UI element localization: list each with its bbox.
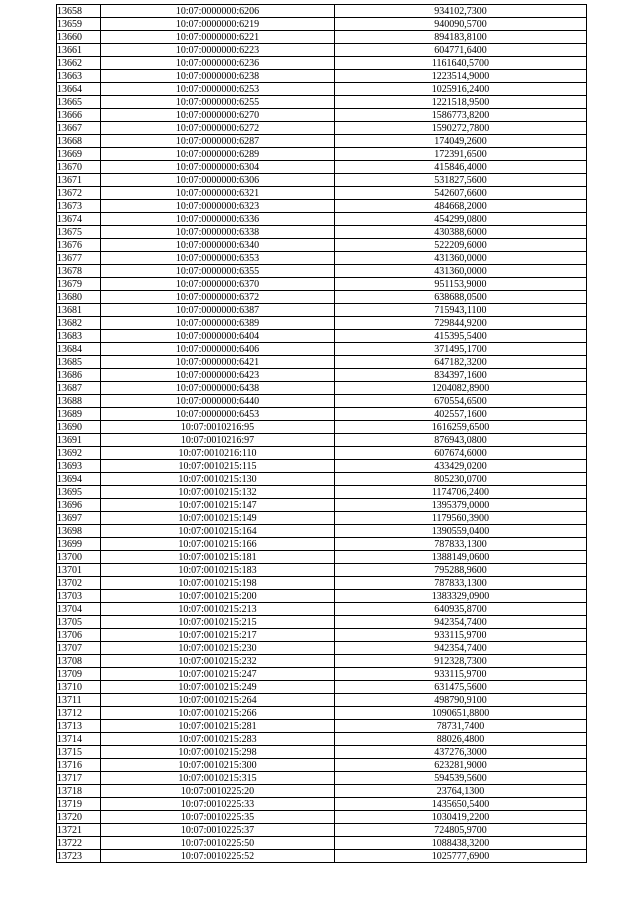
- table-row: [57, 213, 587, 226]
- row-number-cell: 13675: [57, 226, 101, 239]
- cadastral-value-cell: 795288,9600: [335, 564, 587, 577]
- cadastral-value-cell: 1221518,9500: [335, 96, 587, 109]
- cadastral-value-cell: 23764,1300: [335, 785, 587, 798]
- cadastral-number-cell: 10:07:0010215:183: [101, 564, 335, 577]
- cadastral-value-cell: 1590272,7800: [335, 122, 587, 135]
- row-number-cell: 13683: [57, 330, 101, 343]
- table-row: [57, 278, 587, 291]
- row-number-cell: 13680: [57, 291, 101, 304]
- row-number-cell: 13662: [57, 57, 101, 70]
- cadastral-value-cell: 1395379,0000: [335, 499, 587, 512]
- table-row: [57, 57, 587, 70]
- row-number-cell: 13694: [57, 473, 101, 486]
- cadastral-value-cell: 1179560,3900: [335, 512, 587, 525]
- row-number-cell: 13676: [57, 239, 101, 252]
- row-number-cell: 13689: [57, 408, 101, 421]
- cadastral-number-cell: 10:07:0000000:6321: [101, 187, 335, 200]
- cadastral-number-cell: 10:07:0010215:300: [101, 759, 335, 772]
- cadastral-value-cell: 623281,9000: [335, 759, 587, 772]
- cadastral-number-cell: 10:07:0000000:6336: [101, 213, 335, 226]
- cadastral-number-cell: 10:07:0000000:6270: [101, 109, 335, 122]
- cadastral-number-cell: 10:07:0010215:217: [101, 629, 335, 642]
- cadastral-value-cell: 604771,6400: [335, 44, 587, 57]
- cadastral-number-cell: 10:07:0010225:50: [101, 837, 335, 850]
- row-number-cell: 13718: [57, 785, 101, 798]
- row-number-cell: 13715: [57, 746, 101, 759]
- cadastral-value-cell: 172391,6500: [335, 148, 587, 161]
- cadastral-number-cell: 10:07:0000000:6453: [101, 408, 335, 421]
- table-row: [57, 122, 587, 135]
- table-row: [57, 486, 587, 499]
- cadastral-number-cell: 10:07:0000000:6206: [101, 5, 335, 18]
- cadastral-value-cell: 940090,5700: [335, 18, 587, 31]
- table-row: [57, 31, 587, 44]
- cadastral-number-cell: 10:07:0000000:6289: [101, 148, 335, 161]
- cadastral-value-cell: 522209,6000: [335, 239, 587, 252]
- cadastral-number-cell: 10:07:0000000:6406: [101, 343, 335, 356]
- cadastral-number-cell: 10:07:0000000:6421: [101, 356, 335, 369]
- row-number-cell: 13682: [57, 317, 101, 330]
- cadastral-value-cell: 415846,4000: [335, 161, 587, 174]
- cadastral-value-cell: 1388149,0600: [335, 551, 587, 564]
- cadastral-value-cell: 531827,5600: [335, 174, 587, 187]
- cadastral-number-cell: 10:07:0000000:6236: [101, 57, 335, 70]
- cadastral-value-cell: 498790,9100: [335, 694, 587, 707]
- row-number-cell: 13703: [57, 590, 101, 603]
- table-row: [57, 421, 587, 434]
- cadastral-value-cell: 607674,6000: [335, 447, 587, 460]
- table-row: [57, 369, 587, 382]
- cadastral-number-cell: 10:07:0000000:6423: [101, 369, 335, 382]
- row-number-cell: 13674: [57, 213, 101, 226]
- cadastral-value-cell: 1383329,0900: [335, 590, 587, 603]
- cadastral-value-cell: 430388,6000: [335, 226, 587, 239]
- cadastral-value-cell: 942354,7400: [335, 616, 587, 629]
- table-row: [57, 18, 587, 31]
- table-row: [57, 564, 587, 577]
- row-number-cell: 13699: [57, 538, 101, 551]
- cadastral-value-cell: 951153,9000: [335, 278, 587, 291]
- row-number-cell: 13678: [57, 265, 101, 278]
- row-number-cell: 13698: [57, 525, 101, 538]
- cadastral-number-cell: 10:07:0000000:6440: [101, 395, 335, 408]
- cadastral-number-cell: 10:07:0010215:198: [101, 577, 335, 590]
- cadastral-value-cell: 1090651,8800: [335, 707, 587, 720]
- row-number-cell: 13671: [57, 174, 101, 187]
- cadastral-number-cell: 10:07:0010215:181: [101, 551, 335, 564]
- row-number-cell: 13720: [57, 811, 101, 824]
- row-number-cell: 13721: [57, 824, 101, 837]
- cadastral-value-cell: 894183,8100: [335, 31, 587, 44]
- cadastral-value-cell: 647182,3200: [335, 356, 587, 369]
- cadastral-number-cell: 10:07:0010225:37: [101, 824, 335, 837]
- cadastral-value-cell: 912328,7300: [335, 655, 587, 668]
- cadastral-number-cell: 10:07:0000000:6287: [101, 135, 335, 148]
- row-number-cell: 13710: [57, 681, 101, 694]
- row-number-cell: 13707: [57, 642, 101, 655]
- cadastral-value-cell: 1088438,3200: [335, 837, 587, 850]
- cadastral-value-cell: 1030419,2200: [335, 811, 587, 824]
- cadastral-number-cell: 10:07:0010216:95: [101, 421, 335, 434]
- cadastral-number-cell: 10:07:0000000:6238: [101, 70, 335, 83]
- row-number-cell: 13661: [57, 44, 101, 57]
- row-number-cell: 13679: [57, 278, 101, 291]
- table-row: [57, 577, 587, 590]
- cadastral-number-cell: 10:07:0010215:164: [101, 525, 335, 538]
- cadastral-number-cell: 10:07:0000000:6219: [101, 18, 335, 31]
- table-row: [57, 148, 587, 161]
- cadastral-number-cell: 10:07:0010215:249: [101, 681, 335, 694]
- row-number-cell: 13701: [57, 564, 101, 577]
- cadastral-number-cell: 10:07:0000000:6355: [101, 265, 335, 278]
- row-number-cell: 13713: [57, 720, 101, 733]
- table-row: [57, 460, 587, 473]
- table-row: [57, 824, 587, 837]
- cadastral-value-cell: 876943,0800: [335, 434, 587, 447]
- table-row: [57, 96, 587, 109]
- cadastral-number-cell: 10:07:0000000:6338: [101, 226, 335, 239]
- cadastral-number-cell: 10:07:0000000:6370: [101, 278, 335, 291]
- cadastral-number-cell: 10:07:0010215:281: [101, 720, 335, 733]
- table-row: [57, 499, 587, 512]
- table-row: [57, 811, 587, 824]
- table-row: [57, 590, 587, 603]
- row-number-cell: 13714: [57, 733, 101, 746]
- cadastral-value-cell: 433429,0200: [335, 460, 587, 473]
- row-number-cell: 13668: [57, 135, 101, 148]
- row-number-cell: 13673: [57, 200, 101, 213]
- table-row: [57, 252, 587, 265]
- table-body: [57, 5, 587, 863]
- cadastral-number-cell: 10:07:0000000:6304: [101, 161, 335, 174]
- table-row: [57, 538, 587, 551]
- table-row: [57, 135, 587, 148]
- table-row: [57, 447, 587, 460]
- cadastral-number-cell: 10:07:0000000:6223: [101, 44, 335, 57]
- table-row: [57, 5, 587, 18]
- cadastral-number-cell: 10:07:0010225:52: [101, 850, 335, 863]
- row-number-cell: 13684: [57, 343, 101, 356]
- table-row: [57, 668, 587, 681]
- row-number-cell: 13685: [57, 356, 101, 369]
- table-row: [57, 759, 587, 772]
- table-row: [57, 434, 587, 447]
- cadastral-number-cell: 10:07:0010215:130: [101, 473, 335, 486]
- row-number-cell: 13664: [57, 83, 101, 96]
- table-row: [57, 850, 587, 863]
- row-number-cell: 13708: [57, 655, 101, 668]
- cadastral-number-cell: 10:07:0000000:6372: [101, 291, 335, 304]
- table-row: [57, 239, 587, 252]
- cadastral-number-cell: 10:07:0010215:215: [101, 616, 335, 629]
- row-number-cell: 13712: [57, 707, 101, 720]
- cadastral-number-cell: 10:07:0000000:6389: [101, 317, 335, 330]
- table-row: [57, 70, 587, 83]
- table-row: [57, 642, 587, 655]
- table-row: [57, 551, 587, 564]
- cadastral-value-cell: 787833,1300: [335, 538, 587, 551]
- table-row: [57, 798, 587, 811]
- cadastral-number-cell: 10:07:0010215:149: [101, 512, 335, 525]
- table-row: [57, 733, 587, 746]
- cadastral-value-cell: 1174706,2400: [335, 486, 587, 499]
- cadastral-number-cell: 10:07:0010215:247: [101, 668, 335, 681]
- cadastral-value-cell: 942354,7400: [335, 642, 587, 655]
- cadastral-value-cell: 640935,8700: [335, 603, 587, 616]
- table-row: [57, 161, 587, 174]
- row-number-cell: 13705: [57, 616, 101, 629]
- table-row: [57, 265, 587, 278]
- table-row: [57, 629, 587, 642]
- cadastral-number-cell: 10:07:0010215:166: [101, 538, 335, 551]
- row-number-cell: 13709: [57, 668, 101, 681]
- table-row: [57, 226, 587, 239]
- cadastral-value-cell: 1435650,5400: [335, 798, 587, 811]
- table-row: [57, 408, 587, 421]
- cadastral-value-cell: 1025777,6900: [335, 850, 587, 863]
- cadastral-value-cell: 1390559,0400: [335, 525, 587, 538]
- row-number-cell: 13711: [57, 694, 101, 707]
- cadastral-number-cell: 10:07:0000000:6438: [101, 382, 335, 395]
- cadastral-value-cell: 934102,7300: [335, 5, 587, 18]
- document-page: [56, 4, 587, 863]
- cadastral-number-cell: 10:07:0010215:283: [101, 733, 335, 746]
- table-row: [57, 785, 587, 798]
- row-number-cell: 13666: [57, 109, 101, 122]
- cadastral-value-cell: 834397,1600: [335, 369, 587, 382]
- cadastral-value-cell: 431360,0000: [335, 265, 587, 278]
- cadastral-number-cell: 10:07:0010215:132: [101, 486, 335, 499]
- cadastral-number-cell: 10:07:0000000:6306: [101, 174, 335, 187]
- table-row: [57, 525, 587, 538]
- cadastral-value-cell: 437276,3000: [335, 746, 587, 759]
- row-number-cell: 13691: [57, 434, 101, 447]
- row-number-cell: 13663: [57, 70, 101, 83]
- table-row: [57, 694, 587, 707]
- cadastral-number-cell: 10:07:0010215:315: [101, 772, 335, 785]
- table-row: [57, 382, 587, 395]
- cadastral-value-cell: 670554,6500: [335, 395, 587, 408]
- cadastral-value-cell: 1616259,6500: [335, 421, 587, 434]
- cadastral-value-cell: 371495,1700: [335, 343, 587, 356]
- row-number-cell: 13696: [57, 499, 101, 512]
- table-row: [57, 707, 587, 720]
- table-row: [57, 343, 587, 356]
- cadastral-number-cell: 10:07:0000000:6272: [101, 122, 335, 135]
- row-number-cell: 13681: [57, 304, 101, 317]
- row-number-cell: 13716: [57, 759, 101, 772]
- table-row: [57, 655, 587, 668]
- cadastral-value-cell: 594539,5600: [335, 772, 587, 785]
- table-row: [57, 603, 587, 616]
- cadastral-value-cell: 431360,0000: [335, 252, 587, 265]
- cadastral-value-cell: 174049,2600: [335, 135, 587, 148]
- table-row: [57, 330, 587, 343]
- table-row: [57, 291, 587, 304]
- table-row: [57, 304, 587, 317]
- cadastral-value-cell: 1586773,8200: [335, 109, 587, 122]
- row-number-cell: 13686: [57, 369, 101, 382]
- cadastral-number-cell: 10:07:0000000:6255: [101, 96, 335, 109]
- cadastral-number-cell: 10:07:0000000:6323: [101, 200, 335, 213]
- table-row: [57, 356, 587, 369]
- cadastral-value-table: [56, 4, 587, 863]
- cadastral-value-cell: 88026,4800: [335, 733, 587, 746]
- table-row: [57, 109, 587, 122]
- table-row: [57, 83, 587, 96]
- row-number-cell: 13706: [57, 629, 101, 642]
- cadastral-value-cell: 805230,0700: [335, 473, 587, 486]
- cadastral-value-cell: 1204082,8900: [335, 382, 587, 395]
- table-row: [57, 317, 587, 330]
- table-row: [57, 772, 587, 785]
- table-row: [57, 616, 587, 629]
- cadastral-value-cell: 78731,7400: [335, 720, 587, 733]
- row-number-cell: 13687: [57, 382, 101, 395]
- row-number-cell: 13669: [57, 148, 101, 161]
- cadastral-value-cell: 484668,2000: [335, 200, 587, 213]
- cadastral-value-cell: 631475,5600: [335, 681, 587, 694]
- row-number-cell: 13672: [57, 187, 101, 200]
- row-number-cell: 13700: [57, 551, 101, 564]
- table-row: [57, 174, 587, 187]
- row-number-cell: 13722: [57, 837, 101, 850]
- row-number-cell: 13677: [57, 252, 101, 265]
- cadastral-number-cell: 10:07:0010215:115: [101, 460, 335, 473]
- cadastral-number-cell: 10:07:0010216:97: [101, 434, 335, 447]
- row-number-cell: 13704: [57, 603, 101, 616]
- cadastral-number-cell: 10:07:0000000:6353: [101, 252, 335, 265]
- row-number-cell: 13660: [57, 31, 101, 44]
- cadastral-value-cell: 729844,9200: [335, 317, 587, 330]
- cadastral-value-cell: 715943,1100: [335, 304, 587, 317]
- row-number-cell: 13690: [57, 421, 101, 434]
- row-number-cell: 13670: [57, 161, 101, 174]
- table-row: [57, 187, 587, 200]
- table-row: [57, 473, 587, 486]
- row-number-cell: 13723: [57, 850, 101, 863]
- cadastral-number-cell: 10:07:0010215:298: [101, 746, 335, 759]
- cadastral-value-cell: 1025916,2400: [335, 83, 587, 96]
- cadastral-number-cell: 10:07:0010225:20: [101, 785, 335, 798]
- row-number-cell: 13667: [57, 122, 101, 135]
- cadastral-number-cell: 10:07:0010225:33: [101, 798, 335, 811]
- row-number-cell: 13692: [57, 447, 101, 460]
- cadastral-number-cell: 10:07:0000000:6253: [101, 83, 335, 96]
- row-number-cell: 13695: [57, 486, 101, 499]
- table-row: [57, 746, 587, 759]
- cadastral-number-cell: 10:07:0010215:264: [101, 694, 335, 707]
- cadastral-number-cell: 10:07:0000000:6404: [101, 330, 335, 343]
- cadastral-number-cell: 10:07:0010215:147: [101, 499, 335, 512]
- row-number-cell: 13702: [57, 577, 101, 590]
- cadastral-value-cell: 1161640,5700: [335, 57, 587, 70]
- cadastral-number-cell: 10:07:0000000:6387: [101, 304, 335, 317]
- cadastral-value-cell: 787833,1300: [335, 577, 587, 590]
- row-number-cell: 13717: [57, 772, 101, 785]
- cadastral-number-cell: 10:07:0000000:6221: [101, 31, 335, 44]
- cadastral-number-cell: 10:07:0010215:232: [101, 655, 335, 668]
- cadastral-number-cell: 10:07:0010215:230: [101, 642, 335, 655]
- cadastral-value-cell: 542607,6600: [335, 187, 587, 200]
- cadastral-value-cell: 724805,9700: [335, 824, 587, 837]
- cadastral-number-cell: 10:07:0010215:213: [101, 603, 335, 616]
- row-number-cell: 13693: [57, 460, 101, 473]
- cadastral-number-cell: 10:07:0010216:110: [101, 447, 335, 460]
- row-number-cell: 13719: [57, 798, 101, 811]
- cadastral-value-cell: 933115,9700: [335, 668, 587, 681]
- table-row: [57, 395, 587, 408]
- row-number-cell: 13665: [57, 96, 101, 109]
- cadastral-value-cell: 638688,0500: [335, 291, 587, 304]
- cadastral-number-cell: 10:07:0000000:6340: [101, 239, 335, 252]
- row-number-cell: 13688: [57, 395, 101, 408]
- table-row: [57, 200, 587, 213]
- cadastral-number-cell: 10:07:0010225:35: [101, 811, 335, 824]
- table-row: [57, 681, 587, 694]
- table-row: [57, 512, 587, 525]
- table-row: [57, 44, 587, 57]
- table-row: [57, 720, 587, 733]
- row-number-cell: 13658: [57, 5, 101, 18]
- cadastral-value-cell: 1223514,9000: [335, 70, 587, 83]
- row-number-cell: 13697: [57, 512, 101, 525]
- cadastral-value-cell: 454299,0800: [335, 213, 587, 226]
- cadastral-number-cell: 10:07:0010215:266: [101, 707, 335, 720]
- cadastral-value-cell: 402557,1600: [335, 408, 587, 421]
- cadastral-value-cell: 933115,9700: [335, 629, 587, 642]
- table-row: [57, 837, 587, 850]
- row-number-cell: 13659: [57, 18, 101, 31]
- cadastral-value-cell: 415395,5400: [335, 330, 587, 343]
- cadastral-number-cell: 10:07:0010215:200: [101, 590, 335, 603]
